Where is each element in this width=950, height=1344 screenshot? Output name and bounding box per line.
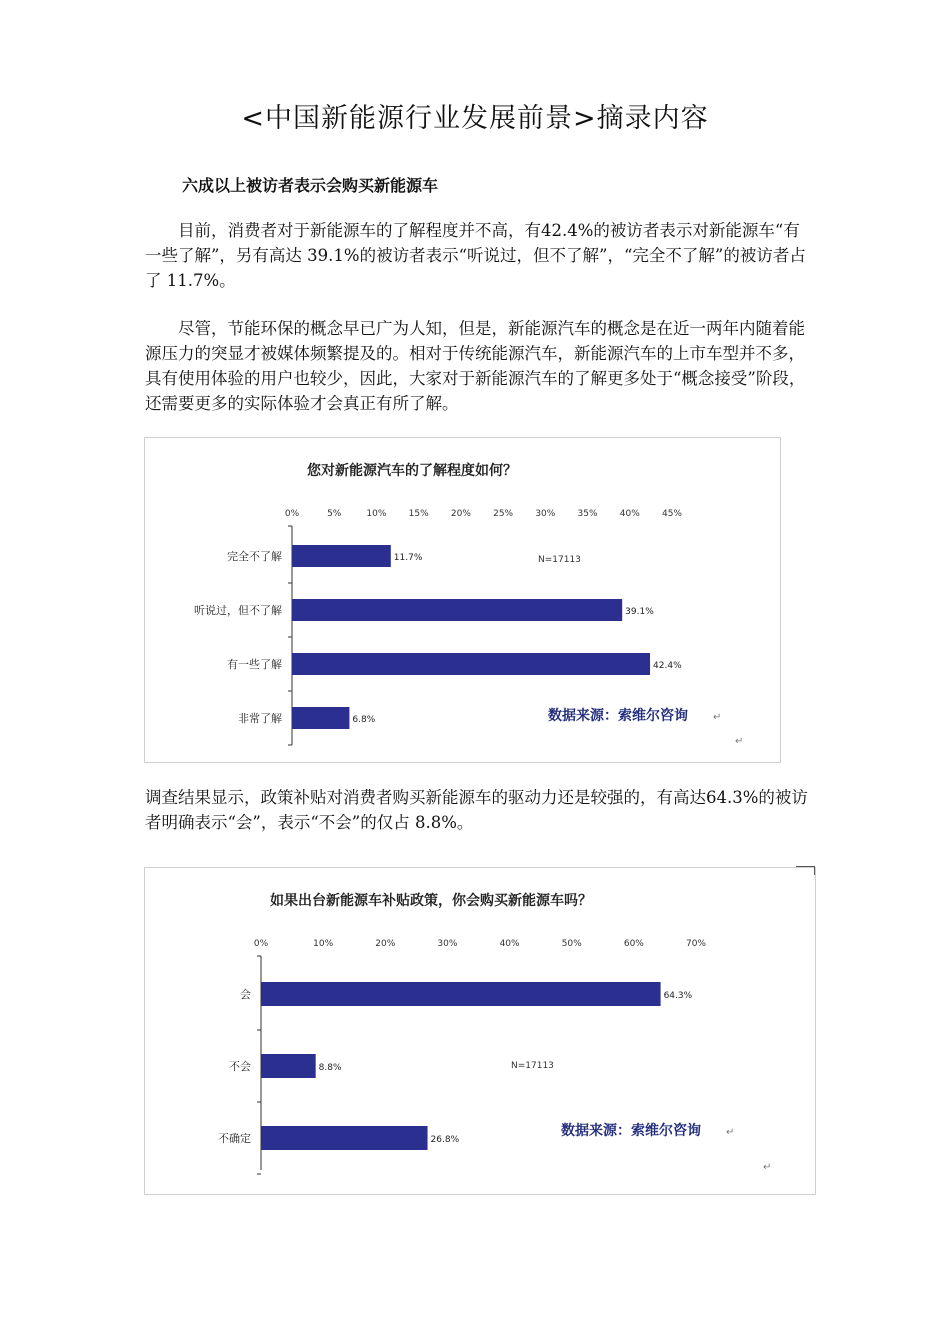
chart1-title: 您对新能源汽车的了解程度如何？ [307,463,517,479]
chart2-source: 数据来源：索维尔咨询 [561,1123,701,1139]
paragraph-concept: 尽管，节能环保的概念早已广为人知，但是，新能源汽车的概念是在近一两年内随着能源压力的突显才被媒体频繁提及的。相对于传统能源汽车，新能源汽车的上市车型并不多，具有使用体验的用户也较少，因此，大家对于新能源汽车的了解更多处于“概念接受”阶段，还需要更多的实际体验才会真正有所了解。 [145,319,806,413]
chart2-title: 如果出台新能源车补贴政策，你会购买新能源车吗？ [270,893,592,909]
corner-mark [796,866,815,875]
chart2-bar [261,982,661,1006]
chart2-category-label: 不确定 [218,1132,251,1145]
section-heading: 六成以上被访者表示会购买新能源车 [182,176,439,195]
chart2-tick-label: 50% [561,939,582,949]
chart2-return-mark: ↵ [726,1127,735,1138]
chart1-tick-label: 40% [619,509,640,519]
chart1-tick-label: 10% [366,509,387,519]
chart1-value-label: 11.7% [393,553,423,563]
purchase-intent-chart-svg [145,868,815,1194]
chart1-bar [292,599,622,621]
chart1-tick-label: 0% [284,509,300,519]
awareness-chart [144,437,781,763]
chart1-tick-label: 15% [408,509,429,519]
chart2-tick-label: 40% [499,939,520,949]
chart2-bar [261,1054,316,1078]
chart2-tick-label: 60% [623,939,644,949]
chart1-tick-label: 25% [493,509,514,519]
chart1-category-label: 完全不了解 [227,550,282,563]
paragraph-awareness: 目前，消费者对于新能源车的了解程度并不高，有42.4%的被访者表示对新能源车“有一些了解”，另有高达 39.1%的被访者表示“听说过，但不了解”，“完全不了解”的被访者占了 11.7%。 [145,221,806,290]
chart1-source: 数据来源：索维尔咨询 [548,708,688,724]
chart1-sample-size: N=17113 [538,555,581,565]
chart1-bar [292,545,391,567]
chart1-category-label: 听说过，但不了解 [194,604,282,617]
chart2-return-mark: ↵ [763,1162,772,1173]
awareness-chart-svg [145,438,780,762]
chart2-tick-label: 0% [253,939,269,949]
chart1-return-mark: ↵ [735,736,744,747]
chart1-return-mark: ↵ [713,712,722,723]
chart2-category-label: 不会 [229,1060,251,1073]
chart1-value-label: 39.1% [625,607,654,617]
chart1-tick-label: 45% [661,509,683,519]
purchase-intent-chart [144,867,816,1195]
chart2-category-label: 会 [240,988,251,1001]
chart1-value-label: 6.8% [352,715,376,725]
chart2-tick-label: 70% [685,939,707,949]
chart2-value-label: 64.3% [663,991,693,1001]
paragraph-subsidy: 调查结果显示，政策补贴对消费者购买新能源车的驱动力还是较强的，有高达64.3%的被访者明确表示“会”，表示“不会”的仅占 8.8%。 [145,788,808,832]
chart2-bar [261,1126,428,1150]
chart1-bar [292,707,349,729]
chart1-tick-label: 5% [327,509,342,519]
chart2-value-label: 8.8% [318,1063,342,1073]
chart2-value-label: 26.8% [430,1135,460,1145]
chart2-tick-label: 10% [313,939,334,949]
chart1-value-label: 42.4% [653,661,682,671]
chart1-tick-label: 35% [577,509,598,519]
chart1-category-label: 有一些了解 [227,658,282,671]
chart2-sample-size: N=17113 [511,1061,554,1071]
document-title: <中国新能源行业发展前景>摘录内容 [241,103,709,134]
chart1-tick-label: 20% [450,509,471,519]
chart1-category-label: 非常了解 [238,712,282,725]
chart1-tick-label: 30% [535,509,556,519]
chart2-tick-label: 20% [375,939,396,949]
chart1-bar [292,653,650,675]
chart2-tick-label: 30% [437,939,458,949]
